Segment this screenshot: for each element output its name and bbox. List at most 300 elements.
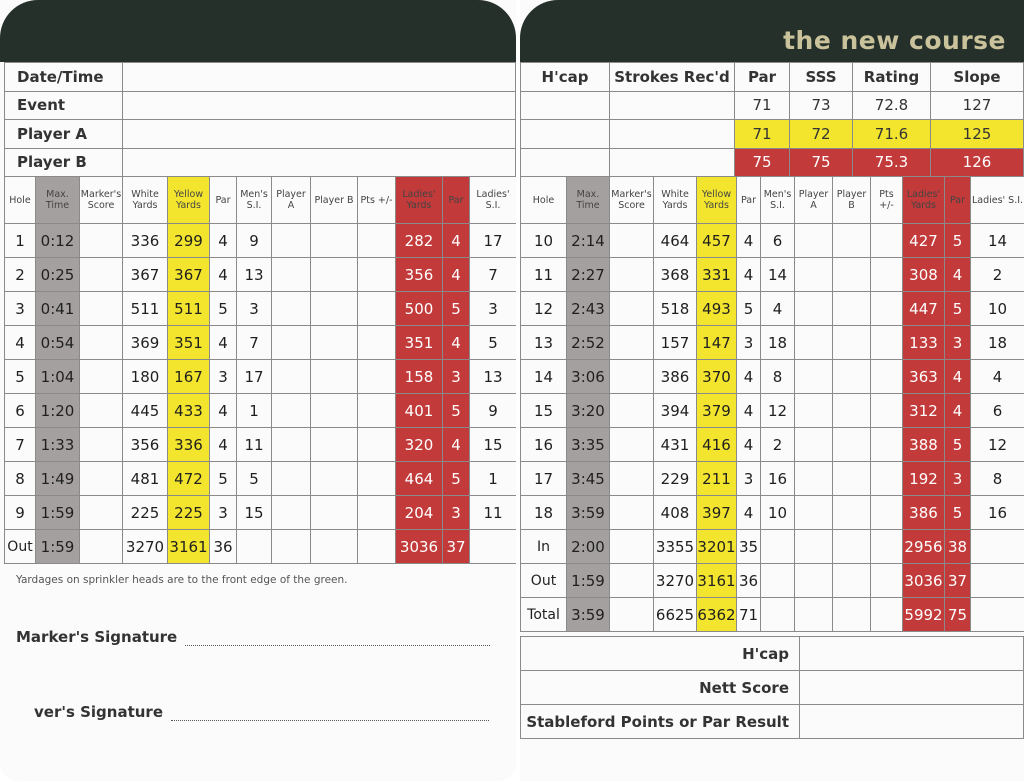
hole-row: [5, 428, 517, 462]
yellow-par: 71: [735, 120, 790, 149]
pts-cell[interactable]: [871, 428, 903, 462]
hole-cell: 4: [5, 326, 36, 360]
pts-cell[interactable]: [871, 564, 903, 598]
back-nine-table: [520, 176, 1024, 632]
hole-row: [521, 462, 1024, 496]
markers-score-cell[interactable]: [80, 292, 123, 326]
pts-header: Pts +/-: [358, 177, 396, 224]
markers-signature-field[interactable]: [185, 631, 490, 646]
yardage-note: Yardages on sprinkler heads are to the front edge of the green.: [16, 574, 348, 586]
max-time-cell: 0:12: [36, 224, 80, 258]
max-time-cell: 2:52: [567, 326, 610, 360]
mens-si-cell: 8: [761, 360, 795, 394]
mens-si-cell: 14: [761, 258, 795, 292]
markers-score-cell[interactable]: [610, 326, 654, 360]
player-a-cell[interactable]: [272, 530, 311, 564]
white-yards-cell: 394: [654, 394, 697, 428]
par-cell: 5: [210, 292, 237, 326]
ladies-par-cell: 4: [443, 258, 470, 292]
mens-si-cell: 5: [237, 462, 272, 496]
yellow-yards-cell: 397: [697, 496, 737, 530]
player-a-cell[interactable]: [272, 428, 311, 462]
hole-row: [521, 326, 1024, 360]
ladies-yards-cell: 3036: [396, 530, 443, 564]
yellow-yards-cell: 416: [697, 428, 737, 462]
ladies-yards-cell: 312: [903, 394, 945, 428]
summary-hcap-field[interactable]: [800, 637, 1024, 671]
ladies-yards-cell: 133: [903, 326, 945, 360]
hole-cell: 15: [521, 394, 567, 428]
player-a-cell[interactable]: [272, 462, 311, 496]
yellow-yards-cell: 336: [168, 428, 210, 462]
hole-cell: 14: [521, 360, 567, 394]
mens-si-cell: 4: [761, 292, 795, 326]
max-time-cell: 3:59: [567, 496, 610, 530]
ladies-si-cell: 3: [470, 292, 517, 326]
player-b-cell[interactable]: [833, 564, 871, 598]
hole-cell: 13: [521, 326, 567, 360]
player-a-cell[interactable]: [272, 292, 311, 326]
hole-cell: 7: [5, 428, 36, 462]
player-a-cell[interactable]: [272, 326, 311, 360]
player-b-strokes-field[interactable]: [610, 148, 735, 177]
max-time-cell: 1:20: [36, 394, 80, 428]
player-a-cell[interactable]: [795, 224, 833, 258]
player-a-cell[interactable]: [272, 224, 311, 258]
hole-cell: 1: [5, 224, 36, 258]
markers-score-cell[interactable]: [80, 462, 123, 496]
hole-row: [521, 428, 1024, 462]
ladies-si-cell: 9: [470, 394, 517, 428]
max-time-cell: 2:14: [567, 224, 610, 258]
ladies-si-cell: 11: [470, 496, 517, 530]
ladies-yards-cell: 447: [903, 292, 945, 326]
player-b-label: Player B: [5, 148, 123, 177]
par-cell: 4: [737, 258, 761, 292]
ladies-yards-cell: 5992: [903, 598, 945, 632]
markers-signature-line: [16, 628, 490, 646]
mens-si-cell: [761, 564, 795, 598]
white-yards-cell: 336: [123, 224, 168, 258]
ladies-yards-cell: 427: [903, 224, 945, 258]
white-yards-cell: 408: [654, 496, 697, 530]
ladies-si-cell: [470, 530, 517, 564]
handicap-rating-table: [520, 62, 1024, 177]
yellow-yards-cell: 3201: [697, 530, 737, 564]
player-b-cell[interactable]: [833, 326, 871, 360]
hole-cell: In: [521, 530, 567, 564]
players-signature-label: ver's Signature: [34, 703, 163, 721]
ladies-par-cell: 5: [945, 496, 971, 530]
mens-si-cell: [237, 530, 272, 564]
par-cell: 4: [210, 428, 237, 462]
event-row: [5, 91, 516, 120]
player-a-cell[interactable]: [795, 598, 833, 632]
player-a-cell[interactable]: [795, 326, 833, 360]
ladies-yards-header: Ladies' Yards: [396, 177, 443, 224]
player-b-cell[interactable]: [833, 428, 871, 462]
ladies-si-cell: 7: [470, 258, 517, 292]
ladies-si-cell: 1: [470, 462, 517, 496]
player-b-cell[interactable]: [311, 326, 358, 360]
hole-cell: 11: [521, 258, 567, 292]
players-signature-field[interactable]: [171, 706, 489, 721]
markers-score-cell[interactable]: [80, 224, 123, 258]
pts-cell[interactable]: [871, 496, 903, 530]
yellow-yards-header: Yellow Yards: [697, 177, 737, 224]
markers-score-cell[interactable]: [80, 496, 123, 530]
white-yards-cell: 518: [654, 292, 697, 326]
player-a-cell[interactable]: [795, 462, 833, 496]
summary-nett-field[interactable]: [800, 671, 1024, 705]
yellow-yards-cell: 351: [168, 326, 210, 360]
player-b-cell[interactable]: [311, 394, 358, 428]
ladies-si-cell: [971, 530, 1024, 564]
white-yards-cell: 180: [123, 360, 168, 394]
red-rating: 75.3: [853, 148, 931, 177]
yellow-yards-cell: 493: [697, 292, 737, 326]
max-time-cell: 1:59: [567, 564, 610, 598]
mens-si-cell: 11: [237, 428, 272, 462]
ladies-si-cell: 8: [971, 462, 1024, 496]
ladies-yards-cell: 500: [396, 292, 443, 326]
markers-score-cell[interactable]: [610, 428, 654, 462]
max-time-cell: 3:59: [567, 598, 610, 632]
hole-row: [521, 360, 1024, 394]
white-yards-header: White Yards: [654, 177, 697, 224]
mens-si-cell: 2: [761, 428, 795, 462]
ladies-yards-header: Ladies' Yards: [903, 177, 945, 224]
markers-score-cell[interactable]: [80, 258, 123, 292]
ladies-si-cell: 15: [470, 428, 517, 462]
markers-score-cell[interactable]: [80, 360, 123, 394]
summary-hcap-label: H'cap: [521, 637, 800, 671]
mens-si-header: Men's S.I.: [237, 177, 272, 224]
pts-cell[interactable]: [871, 462, 903, 496]
pts-cell[interactable]: [871, 258, 903, 292]
hole-row: [5, 224, 517, 258]
strokes-recd-header: Strokes Rec'd: [610, 63, 735, 92]
par-cell: 3: [737, 326, 761, 360]
ladies-si-cell: 12: [971, 428, 1024, 462]
ladies-si-cell: 13: [470, 360, 517, 394]
max-time-cell: 2:43: [567, 292, 610, 326]
header-band: [0, 0, 516, 62]
hcap-header: H'cap: [521, 63, 610, 92]
white-slope: 127: [931, 91, 1024, 120]
ladies-par-cell: 3: [443, 360, 470, 394]
markers-score-cell[interactable]: [610, 292, 654, 326]
ladies-yards-cell: 282: [396, 224, 443, 258]
max-time-cell: 2:00: [567, 530, 610, 564]
player-a-label: Player A: [5, 120, 123, 149]
white-yards-cell: 6625: [654, 598, 697, 632]
hole-row: [5, 496, 517, 530]
pts-cell[interactable]: [358, 394, 396, 428]
player-b-cell[interactable]: [311, 292, 358, 326]
ladies-par-cell: 38: [945, 530, 971, 564]
yellow-slope: 125: [931, 120, 1024, 149]
pts-cell[interactable]: [358, 326, 396, 360]
player-a-header: Player A: [272, 177, 311, 224]
pts-cell[interactable]: [871, 292, 903, 326]
ladies-yards-cell: 3036: [903, 564, 945, 598]
yellow-rating: 71.6: [853, 120, 931, 149]
mens-si-cell: 15: [237, 496, 272, 530]
player-b-field[interactable]: [123, 148, 516, 177]
ladies-yards-cell: 356: [396, 258, 443, 292]
course-name: the new course: [783, 26, 1006, 55]
summary-stableford-field[interactable]: [800, 705, 1024, 739]
hole-row: [521, 394, 1024, 428]
player-b-cell[interactable]: [311, 462, 358, 496]
player-b-cell[interactable]: [833, 496, 871, 530]
white-yards-cell: 229: [654, 462, 697, 496]
ladies-si-cell: 5: [470, 326, 517, 360]
player-a-cell[interactable]: [795, 292, 833, 326]
yellow-yards-cell: 331: [697, 258, 737, 292]
pts-cell[interactable]: [358, 360, 396, 394]
par-cell: 4: [737, 394, 761, 428]
rating-header: Rating: [853, 63, 931, 92]
hole-cell: 18: [521, 496, 567, 530]
player-a-cell[interactable]: [272, 496, 311, 530]
yellow-yards-cell: 379: [697, 394, 737, 428]
pts-cell[interactable]: [871, 598, 903, 632]
hole-row: [5, 530, 517, 564]
player-a-hcap-field[interactable]: [521, 120, 610, 149]
pts-cell[interactable]: [358, 462, 396, 496]
white-yards-cell: 386: [654, 360, 697, 394]
white-yards-cell: 3270: [654, 564, 697, 598]
ladies-si-cell: 2: [971, 258, 1024, 292]
max-time-cell: 3:20: [567, 394, 610, 428]
player-b-cell[interactable]: [833, 224, 871, 258]
ladies-yards-cell: 204: [396, 496, 443, 530]
white-yards-cell: 157: [654, 326, 697, 360]
player-a-cell[interactable]: [795, 428, 833, 462]
player-b-cell[interactable]: [311, 428, 358, 462]
event-label: Event: [5, 91, 123, 120]
player-a-row: [5, 120, 516, 149]
ladies-si-cell: 14: [971, 224, 1024, 258]
markers-score-cell[interactable]: [80, 530, 123, 564]
markers-score-cell[interactable]: [610, 598, 654, 632]
markers-score-cell[interactable]: [610, 462, 654, 496]
pts-cell[interactable]: [358, 428, 396, 462]
hole-row: [5, 360, 517, 394]
hole-row: [5, 326, 517, 360]
player-b-cell[interactable]: [833, 598, 871, 632]
par-cell: 4: [737, 496, 761, 530]
white-yards-cell: 464: [654, 224, 697, 258]
ladies-si-cell: 4: [971, 360, 1024, 394]
player-a-cell[interactable]: [795, 564, 833, 598]
max-time-cell: 0:41: [36, 292, 80, 326]
red-par: 75: [735, 148, 790, 177]
player-a-cell[interactable]: [272, 258, 311, 292]
ladies-par-cell: 4: [443, 326, 470, 360]
markers-score-header: Marker's Score: [80, 177, 123, 224]
ladies-yards-cell: 363: [903, 360, 945, 394]
hole-row: [521, 292, 1024, 326]
markers-score-cell[interactable]: [610, 564, 654, 598]
yellow-yards-cell: 167: [168, 360, 210, 394]
player-b-cell[interactable]: [311, 360, 358, 394]
pts-cell[interactable]: [358, 224, 396, 258]
ladies-yards-cell: 158: [396, 360, 443, 394]
date-time-label: Date/Time: [5, 63, 123, 92]
player-a-cell[interactable]: [795, 496, 833, 530]
max-time-cell: 1:04: [36, 360, 80, 394]
yellow-yards-cell: 511: [168, 292, 210, 326]
ladies-par-cell: 75: [945, 598, 971, 632]
player-b-cell[interactable]: [833, 360, 871, 394]
markers-score-cell[interactable]: [610, 360, 654, 394]
ladies-si-cell: [971, 598, 1024, 632]
yellow-yards-cell: 6362: [697, 598, 737, 632]
hole-cell: 5: [5, 360, 36, 394]
white-rating: 72.8: [853, 91, 931, 120]
player-a-field[interactable]: [123, 120, 516, 149]
white-yards-cell: 431: [654, 428, 697, 462]
mens-si-header: Men's S.I.: [761, 177, 795, 224]
ladies-yards-cell: 351: [396, 326, 443, 360]
par-header: Par: [210, 177, 237, 224]
summary-stableford-label: Stableford Points or Par Result: [521, 705, 800, 739]
ladies-si-header: Ladies' S.I.: [971, 177, 1024, 224]
markers-score-cell[interactable]: [80, 428, 123, 462]
markers-score-cell[interactable]: [610, 224, 654, 258]
ladies-par-cell: 5: [945, 292, 971, 326]
player-a-cell[interactable]: [795, 394, 833, 428]
markers-score-cell[interactable]: [80, 394, 123, 428]
par-cell: 3: [737, 462, 761, 496]
mens-si-cell: [761, 598, 795, 632]
max-time-cell: 1:33: [36, 428, 80, 462]
markers-score-cell[interactable]: [610, 258, 654, 292]
pts-cell[interactable]: [358, 292, 396, 326]
summary-table: [520, 636, 1024, 739]
markers-score-cell[interactable]: [610, 530, 654, 564]
date-time-field[interactable]: [123, 63, 516, 92]
hole-row: [5, 292, 517, 326]
pts-cell[interactable]: [871, 326, 903, 360]
markers-score-cell[interactable]: [610, 394, 654, 428]
pts-cell[interactable]: [871, 394, 903, 428]
player-b-cell[interactable]: [833, 292, 871, 326]
par-header: Par: [737, 177, 761, 224]
player-a-cell[interactable]: [795, 258, 833, 292]
max-time-cell: 0:25: [36, 258, 80, 292]
event-info-table: [4, 62, 516, 177]
markers-score-cell[interactable]: [610, 496, 654, 530]
player-a-cell[interactable]: [272, 360, 311, 394]
hole-row: [521, 530, 1024, 564]
white-yards-cell: 3270: [123, 530, 168, 564]
player-b-cell[interactable]: [833, 394, 871, 428]
pts-cell[interactable]: [871, 360, 903, 394]
par-cell: 4: [210, 224, 237, 258]
player-a-strokes-field[interactable]: [610, 120, 735, 149]
event-field[interactable]: [123, 91, 516, 120]
pts-cell[interactable]: [358, 530, 396, 564]
markers-score-header: Marker's Score: [610, 177, 654, 224]
player-a-cell[interactable]: [795, 530, 833, 564]
sss-header: SSS: [790, 63, 853, 92]
player-a-cell[interactable]: [795, 360, 833, 394]
max-time-cell: 2:27: [567, 258, 610, 292]
par-cell: 4: [210, 326, 237, 360]
ladies-yards-cell: 388: [903, 428, 945, 462]
player-b-cell[interactable]: [311, 530, 358, 564]
ladies-par-cell: 4: [945, 360, 971, 394]
ladies-par-header: Par: [945, 177, 971, 224]
ladies-si-cell: 16: [971, 496, 1024, 530]
par-cell: 3: [210, 360, 237, 394]
player-b-cell[interactable]: [833, 258, 871, 292]
pts-cell[interactable]: [358, 258, 396, 292]
ladies-yards-cell: 2956: [903, 530, 945, 564]
player-a-cell[interactable]: [272, 394, 311, 428]
yellow-sss: 72: [790, 120, 853, 149]
mens-si-cell: [761, 530, 795, 564]
pts-cell[interactable]: [358, 496, 396, 530]
white-sss: 73: [790, 91, 853, 120]
player-b-cell[interactable]: [833, 462, 871, 496]
white-par: 71: [735, 91, 790, 120]
mens-si-cell: 9: [237, 224, 272, 258]
strokes-field[interactable]: [610, 91, 735, 120]
hole-row: [521, 496, 1024, 530]
ladies-yards-cell: 320: [396, 428, 443, 462]
yellow-yards-cell: 147: [697, 326, 737, 360]
pts-cell[interactable]: [871, 530, 903, 564]
slope-header: Slope: [931, 63, 1024, 92]
red-slope: 126: [931, 148, 1024, 177]
yellow-yards-cell: 211: [697, 462, 737, 496]
par-header: Par: [735, 63, 790, 92]
player-b-cell[interactable]: [833, 530, 871, 564]
pts-cell[interactable]: [871, 224, 903, 258]
ladies-si-header: Ladies' S.I.: [470, 177, 517, 224]
scorecard-right-panel: [520, 0, 1024, 781]
rating-header-row: [521, 63, 1024, 92]
player-b-header: Player B: [311, 177, 358, 224]
max-time-cell: 3:45: [567, 462, 610, 496]
max-time-header: Max. Time: [567, 177, 610, 224]
player-b-cell[interactable]: [311, 496, 358, 530]
players-signature-line: [34, 703, 489, 721]
markers-score-cell[interactable]: [80, 326, 123, 360]
ladies-par-cell: 5: [443, 394, 470, 428]
player-b-cell[interactable]: [311, 224, 358, 258]
ladies-par-cell: 37: [945, 564, 971, 598]
ladies-par-cell: 5: [443, 462, 470, 496]
ladies-yards-cell: 464: [396, 462, 443, 496]
ladies-par-cell: 4: [945, 258, 971, 292]
player-b-hcap-field[interactable]: [521, 148, 610, 177]
red-sss: 75: [790, 148, 853, 177]
par-cell: 5: [210, 462, 237, 496]
ladies-si-cell: [971, 564, 1024, 598]
max-time-cell: 1:59: [36, 530, 80, 564]
player-b-cell[interactable]: [311, 258, 358, 292]
white-yards-cell: 356: [123, 428, 168, 462]
mens-si-cell: 6: [761, 224, 795, 258]
hcap-field[interactable]: [521, 91, 610, 120]
yellow-yards-cell: 370: [697, 360, 737, 394]
